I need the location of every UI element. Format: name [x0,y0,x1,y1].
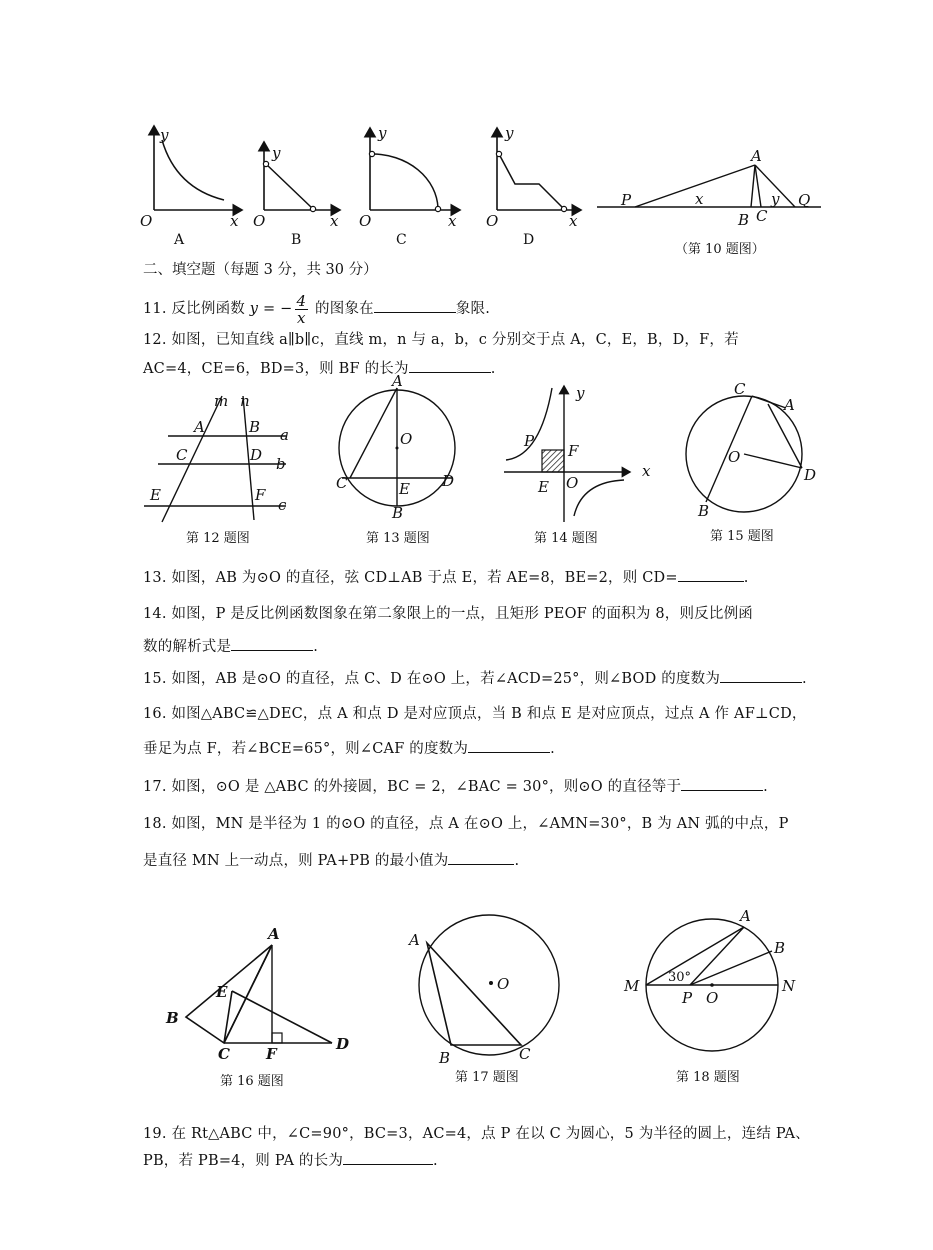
svg-text:C: C [336,474,348,492]
svg-text:x: x [695,190,704,208]
option-label: C [396,232,407,248]
question-19-line1: 19. 在 Rt△ABC 中，∠C=90°，BC=3，AC=4，点 P 在以 C 为圆心，5 为半径的圆上，连结 PA、 [143,1126,810,1142]
answer-blank[interactable] [678,567,744,582]
svg-text:E: E [399,480,410,498]
svg-text:D: D [336,1035,350,1053]
caption: 第 12 题图 [186,531,250,546]
svg-text:B: B [392,504,404,522]
svg-text:B: B [698,502,710,520]
svg-text:D: D [804,466,817,484]
caption: 第 14 题图 [534,531,598,546]
svg-text:x: x [230,212,239,230]
svg-text:B: B [249,418,261,436]
svg-text:30°: 30° [668,970,692,985]
svg-text:B: B [774,939,786,957]
svg-text:O: O [253,212,266,230]
svg-text:y: y [505,124,514,142]
question-12-line1: 12. 如图，已知直线 a∥b∥c，直线 m，n 与 a，b，c 分别交于点 A，C，E，B，D，F，若 [143,332,739,348]
caption: 第 18 题图 [676,1070,740,1085]
option-graph-a [138,122,248,247]
svg-text:x: x [448,212,457,230]
svg-text:x: x [569,212,578,230]
fraction: $\frac{4}{x}$ [296,291,307,327]
question-17: 17. 如图，⊙O 是 △ABC 的外接圆，BC = 2，∠BAC = 30°，则⊙O 的直径等于 . [143,776,768,797]
svg-text:F: F [255,486,266,504]
svg-text:P: P [682,989,693,1007]
svg-text:D: D [442,472,455,490]
figure-12 [140,392,300,552]
svg-text:A: A [268,925,280,943]
question-16-line2: 垂足为点 F，若∠BCE=65°，则∠CAF 的度数为 . [143,738,555,759]
option-graph-c [356,122,466,247]
svg-text:A: A [751,147,762,165]
answer-blank[interactable] [720,668,802,683]
caption: （第 10 题图） [675,242,765,257]
svg-text:y: y [576,384,585,402]
question-15: 15. 如图，AB 是⊙O 的直径，点 C、D 在⊙O 上，若∠ACD=25°，则∠BOD 的度数为 . [143,668,807,689]
svg-text:y: y [378,124,387,142]
question-18-line1: 18. 如图，MN 是半径为 1 的⊙O 的直径，点 A 在⊙O 上，∠AMN=30°，B 为 AN 弧的中点，P [143,816,789,832]
answer-blank[interactable] [681,776,763,791]
svg-text:O: O [400,430,413,448]
caption: 第 17 题图 [455,1070,519,1085]
svg-text:n: n [240,392,250,410]
caption: 第 13 题图 [366,531,430,546]
svg-text:D: D [250,446,263,464]
option-label: D [523,232,535,248]
answer-blank[interactable] [231,636,313,651]
caption: 第 15 题图 [710,529,774,544]
svg-text:E: E [150,486,161,504]
svg-text:F: F [266,1045,277,1063]
svg-text:Q: Q [798,191,811,209]
svg-text:O: O [728,448,741,466]
svg-text:B: B [738,211,750,229]
answer-blank[interactable] [448,850,514,865]
svg-text:M: M [624,977,640,995]
figure-13 [330,372,465,552]
question-14-line1: 14. 如图，P 是反比例函数图象在第二象限上的一点，且矩形 PEOF 的面积为 8，则反比例函 [143,606,753,622]
svg-text:y: y [272,144,281,162]
option-graph-b [250,122,345,247]
svg-text:O: O [359,212,372,230]
answer-blank[interactable] [468,738,550,753]
option-label: A [174,232,185,248]
caption: 第 16 题图 [220,1074,284,1089]
question-11: 11. 反比例函数 y = − $\frac{4}{x}$ 的图象在 象限. [143,291,491,327]
svg-text:B: B [439,1049,451,1067]
svg-text:A: A [409,931,420,949]
figure-17 [405,915,565,1085]
svg-text:y: y [160,126,169,144]
svg-text:a: a [280,426,289,444]
answer-blank[interactable] [343,1150,433,1165]
option-label: B [291,232,302,248]
figure-16 [162,925,362,1095]
svg-text:m: m [214,392,229,410]
question-14-line2: 数的解析式是 . [143,636,318,657]
question-18-line2: 是直径 MN 上一动点，则 PA+PB 的最小值为 . [143,850,519,871]
svg-text:c: c [278,496,287,514]
answer-blank[interactable] [374,298,456,313]
svg-text:b: b [276,455,286,473]
svg-text:N: N [782,977,796,995]
svg-text:A: A [784,396,795,414]
svg-text:B: B [166,1009,179,1027]
svg-text:C: C [734,380,746,398]
figure-14 [500,382,660,552]
section-title: 二、填空题（每题 3 分，共 30 分） [143,262,378,278]
svg-text:O: O [497,975,510,993]
option-graph-d [483,122,588,247]
svg-text:E: E [216,983,228,1001]
figure-18 [620,905,810,1085]
svg-text:C: C [519,1045,531,1063]
svg-text:E: E [538,478,549,496]
svg-text:P: P [621,191,632,209]
question-12-line2: AC=4，CE=6，BD=3，则 BF 的长为 . [143,358,496,379]
curve [162,140,224,200]
svg-text:C: C [218,1045,230,1063]
figure-15 [680,378,830,548]
svg-text:x: x [330,212,339,230]
question-16-line1: 16. 如图△ABC≌△DEC，点 A 和点 D 是对应顶点，当 B 和点 E 是对应顶点，过点 A 作 AF⊥CD， [143,706,807,722]
svg-text:O: O [566,474,579,492]
svg-text:x: x [642,462,651,480]
question-13: 13. 如图，AB 为⊙O 的直径，弦 CD⊥AB 于点 E，若 AE=8，BE=2，则 CD= . [143,567,749,588]
svg-text:A: A [740,907,751,925]
svg-text:y: y [771,190,780,208]
svg-text:O: O [486,212,499,230]
svg-text:O: O [706,989,719,1007]
svg-text:A: A [194,418,205,436]
svg-text:A: A [392,372,403,390]
answer-blank[interactable] [409,358,491,373]
figure-10 [595,145,825,260]
svg-text:C: C [176,446,188,464]
svg-text:C: C [756,207,768,225]
svg-text:P: P [524,432,535,450]
question-19-line2: PB，若 PB=4，则 PA 的长为 . [143,1150,438,1171]
svg-text:O: O [140,212,153,230]
svg-text:F: F [568,442,579,460]
